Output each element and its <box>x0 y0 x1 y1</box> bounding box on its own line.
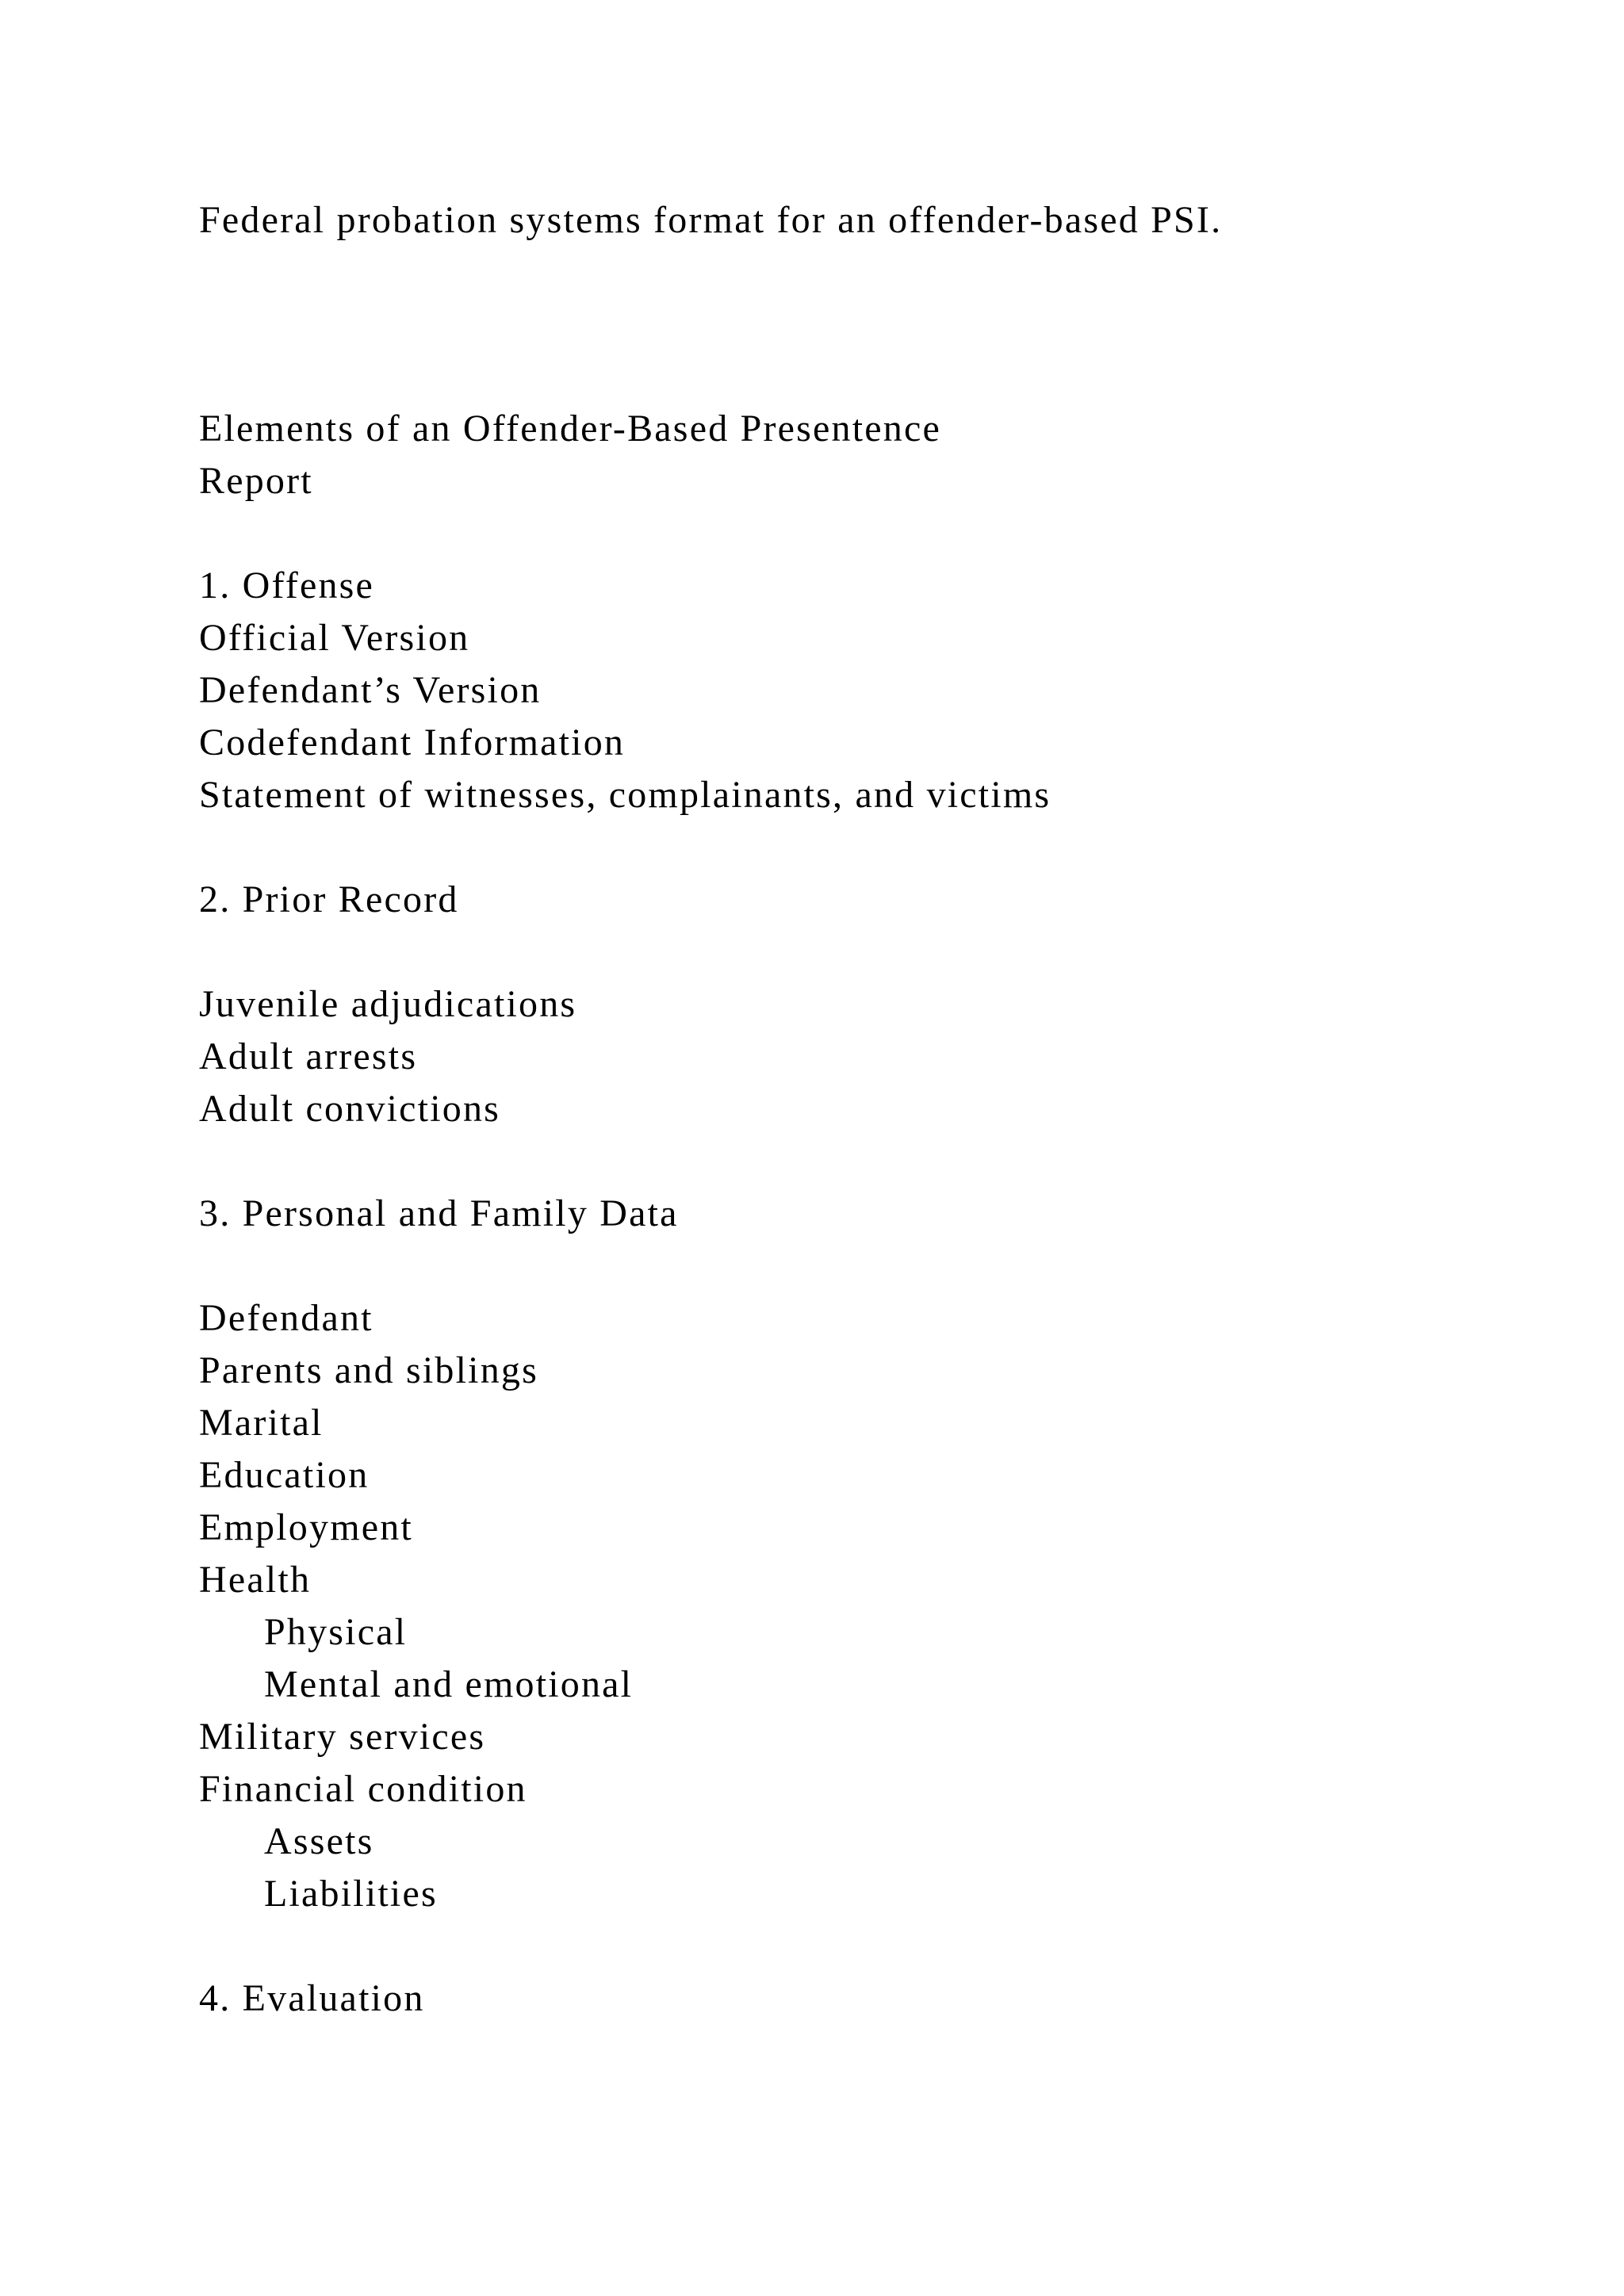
list-item: Adult convictions <box>199 1088 501 1130</box>
list-item: Official Version <box>199 617 470 659</box>
list-item: Codefendant Information <box>199 721 626 763</box>
list-subitem: Liabilities <box>264 1873 438 1915</box>
report-heading-line-2: Report <box>199 460 313 502</box>
list-item: Health <box>199 1559 312 1601</box>
list-subitem: Assets <box>264 1820 374 1862</box>
list-item: Education <box>199 1454 370 1496</box>
list-item: Juvenile adjudications <box>199 983 577 1025</box>
list-item: Military services <box>199 1716 486 1758</box>
report-heading-line-1: Elements of an Offender-Based Presentence <box>199 408 942 450</box>
list-item: Financial condition <box>199 1768 527 1810</box>
list-item: Adult arrests <box>199 1035 418 1077</box>
list-item: Parents and siblings <box>199 1349 538 1391</box>
section-heading-personal-family-data: 3. Personal and Family Data <box>199 1192 679 1234</box>
list-item: Defendant <box>199 1297 373 1339</box>
list-item: Employment <box>199 1506 413 1548</box>
section-heading-offense: 1. Offense <box>199 564 375 607</box>
list-item: Statement of witnesses, complainants, and victims <box>199 774 1051 816</box>
list-item: Marital <box>199 1402 324 1444</box>
list-item: Defendant’s Version <box>199 669 542 711</box>
list-subitem: Physical <box>264 1611 408 1653</box>
section-heading-evaluation: 4. Evaluation <box>199 1977 425 2019</box>
section-heading-prior-record: 2. Prior Record <box>199 878 459 920</box>
list-subitem: Mental and emotional <box>264 1663 634 1705</box>
document-title: Federal probation systems format for an offender-based PSI. <box>199 199 1223 241</box>
